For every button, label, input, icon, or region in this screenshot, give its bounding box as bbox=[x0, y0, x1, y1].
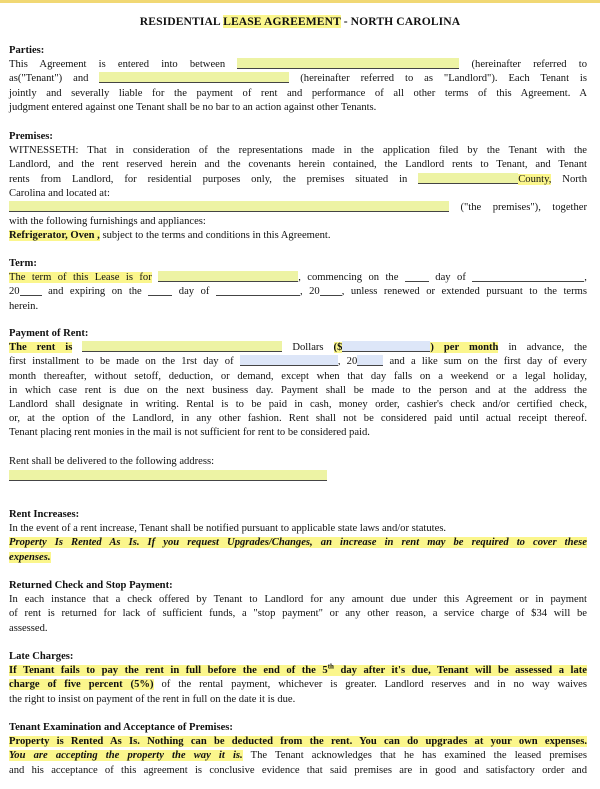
payment-line-5: Landlord shall designate in writing. Rental is to be paid in cash, money order, cashier's check and/or certified check, bbox=[9, 399, 587, 411]
payment-heading: Payment of Rent: bbox=[9, 328, 89, 339]
late-rate: charge of five percent (5%) bbox=[9, 679, 154, 691]
parties-heading: Parties: bbox=[9, 45, 45, 56]
premises-line-5 bbox=[9, 201, 587, 215]
end-year-field[interactable] bbox=[320, 285, 342, 296]
text: subject to the terms and conditions in this Agreement. bbox=[99, 230, 331, 242]
increases-line-1: In the event of a rent increase, Tenant shall be notified pursuant to applicable state laws and/or statutes. bbox=[9, 523, 447, 535]
tenant-name-field[interactable] bbox=[237, 58, 459, 69]
returned-check-line-2: of rent is returned for lack of sufficient funds, a "stop payment" or any other reason, a service charge of $34 will be bbox=[9, 608, 587, 620]
text: as("Tenant") and bbox=[9, 73, 89, 85]
examination-heading: Tenant Examination and Acceptance of Premises: bbox=[9, 722, 233, 733]
rent-address-label: Rent shall be delivered to the following address: bbox=[9, 455, 215, 467]
payment-line-7: Tenant placing rent monies in the mail is not sufficient for rent to be considered paid. bbox=[9, 427, 370, 439]
document-title bbox=[0, 15, 600, 29]
parties-line-4: judgment entered against one Tenant shall be no bar to an action against other Tenants. bbox=[9, 101, 377, 113]
landlord-name-field[interactable] bbox=[99, 72, 289, 83]
late-line-1-text bbox=[9, 662, 587, 677]
parties-line-3: jointly and severally liable for the payment of rent and performance of all other terms of this Agreement. A bbox=[9, 87, 587, 99]
returned-check-line-1: In each instance that a check offered by Tenant to Landlord for any amount due under this Agreement or in payment bbox=[9, 594, 587, 606]
text: This Agreement is entered into between bbox=[9, 59, 226, 71]
end-day-field[interactable] bbox=[148, 285, 172, 296]
increases-heading: Rent Increases: bbox=[9, 509, 80, 520]
text: and a like sum on the first day of every bbox=[389, 356, 587, 368]
late-charges-section bbox=[9, 650, 587, 707]
text: (hereinafter referred to as "Landlord"). Each Tenant is bbox=[300, 73, 587, 85]
term-heading: Term: bbox=[9, 258, 37, 269]
text: in advance, the bbox=[508, 342, 587, 354]
text: day after it's due, Tenant will be assessed a late bbox=[333, 665, 587, 677]
first-year-field[interactable] bbox=[357, 355, 383, 366]
parties-line-1 bbox=[9, 58, 587, 72]
county-field[interactable] bbox=[418, 173, 518, 184]
text: Dollars bbox=[292, 342, 324, 354]
premises-line-3 bbox=[9, 173, 587, 187]
parties-line-2 bbox=[9, 72, 587, 86]
premises-heading: Premises: bbox=[9, 131, 53, 142]
text: ($ bbox=[333, 342, 343, 354]
term-line-2 bbox=[9, 285, 587, 299]
term-length-field[interactable] bbox=[158, 271, 298, 282]
address-field[interactable] bbox=[9, 201, 449, 212]
returned-check-section bbox=[9, 579, 587, 636]
parties-section bbox=[9, 44, 587, 115]
payment-line-3: month thereafter, without setoff, deduction, or demand, except when that day falls on a weekend or a legal holiday, bbox=[9, 370, 587, 382]
text: rents from Landlord, for residential purposes only, the premises situated in bbox=[9, 173, 408, 185]
as-is-notice-line-1: Property Is Rented As Is. If you request Upgrades/Changes, an increase in rent may be required to cover these bbox=[9, 537, 587, 549]
examination-line-1: Property is Rented As Is. Nothing can be deducted from the rent. You can do upgrades at your own expenses. bbox=[9, 736, 587, 748]
end-month-field[interactable] bbox=[216, 285, 300, 296]
payment-line-1 bbox=[9, 341, 587, 355]
late-line-2 bbox=[9, 678, 587, 692]
text: If Tenant fails to pay the rent in full before the end of the 5 bbox=[9, 665, 328, 677]
text: , 20 bbox=[299, 286, 320, 298]
title-suffix: - NORTH CAROLINA bbox=[340, 15, 461, 28]
text: first installment to be made on the 1rst day of bbox=[9, 356, 234, 368]
text: , commencing on the bbox=[298, 272, 399, 284]
premises-line-6: with the following furnishings and appliances: bbox=[9, 216, 206, 228]
premises-line-1: WITNESSETH: That in consideration of the representations made in the application filed by the Tenant with the bbox=[9, 145, 587, 157]
rent-words-field[interactable] bbox=[82, 341, 282, 352]
text: , 20 bbox=[337, 356, 358, 368]
appliances-value: Refrigerator, Oven , bbox=[9, 230, 100, 242]
late-charges-heading: Late Charges: bbox=[9, 651, 74, 662]
late-line-1 bbox=[9, 664, 587, 678]
rent-address-line bbox=[9, 470, 587, 484]
term-line-1: The term of this Lease is for , commencing on the day of , bbox=[9, 272, 587, 284]
start-year-field[interactable] bbox=[20, 285, 42, 296]
payment-line-6: or, at the option of the Landlord, in any other fashion. Rent shall not be considered paid until actual receipt thereof. bbox=[9, 413, 587, 425]
text: day of bbox=[178, 286, 210, 298]
text: of the rental payment, whichever is greater. Landlord reserves and in no way waives bbox=[153, 679, 588, 691]
premises-line-4: Carolina and located at: bbox=[9, 187, 110, 199]
term-section bbox=[9, 257, 587, 314]
examination-line-2 bbox=[9, 749, 587, 763]
late-line-3: the right to insist on payment of the rent in full on the date it is due. bbox=[9, 693, 296, 705]
text: , unless renewed or extended pursuant to the terms bbox=[341, 286, 587, 298]
premises-line-7 bbox=[9, 229, 587, 243]
text: day of bbox=[435, 272, 466, 284]
returned-check-line-3: assessed. bbox=[9, 622, 48, 634]
text: The Tenant acknowledges that he has examined the leased premises bbox=[242, 750, 587, 762]
superscript: th bbox=[327, 662, 334, 671]
examination-line-3: and his acceptance of this agreement is conclusive evidence that said premises are in good and satisfactory order and bbox=[9, 764, 587, 776]
text: North bbox=[562, 173, 588, 185]
text: ("the premises"), together bbox=[460, 202, 587, 214]
rent-address-field[interactable] bbox=[9, 470, 327, 481]
as-is-notice-line-2: expenses. bbox=[9, 551, 51, 563]
increases-section bbox=[9, 508, 587, 565]
start-month-field[interactable] bbox=[472, 271, 584, 282]
start-day-field[interactable] bbox=[405, 271, 429, 282]
term-line-3: herein. bbox=[9, 300, 39, 312]
text: 20 bbox=[9, 286, 20, 298]
title-highlight: LEASE AGREEMENT bbox=[223, 15, 341, 28]
title-prefix: RESIDENTIAL bbox=[139, 15, 224, 28]
premises-line-2: Landlord, and the rent reserved herein and the covenants herein contained, the Landlord rents to Tenant, and Tenant bbox=[9, 159, 587, 171]
text: and expiring on the bbox=[48, 286, 142, 298]
text: ) per month bbox=[430, 342, 499, 354]
text: You are accepting the property the way it is. bbox=[9, 750, 243, 762]
payment-section bbox=[9, 327, 587, 484]
payment-line-4: in which case rent is due on the next business day. Payment shall be made to the person and at the address the bbox=[9, 384, 587, 396]
payment-line-2 bbox=[9, 355, 587, 369]
first-month-field[interactable] bbox=[240, 355, 338, 366]
rent-amount-field[interactable] bbox=[342, 341, 430, 352]
premises-section bbox=[9, 130, 587, 244]
examination-section bbox=[9, 721, 587, 778]
text: (hereinafter referred to bbox=[471, 59, 587, 71]
text: The term of this Lease is for bbox=[9, 272, 152, 284]
county-label: County, bbox=[518, 173, 552, 185]
returned-check-heading: Returned Check and Stop Payment: bbox=[9, 580, 173, 591]
text: The rent is bbox=[9, 342, 73, 354]
